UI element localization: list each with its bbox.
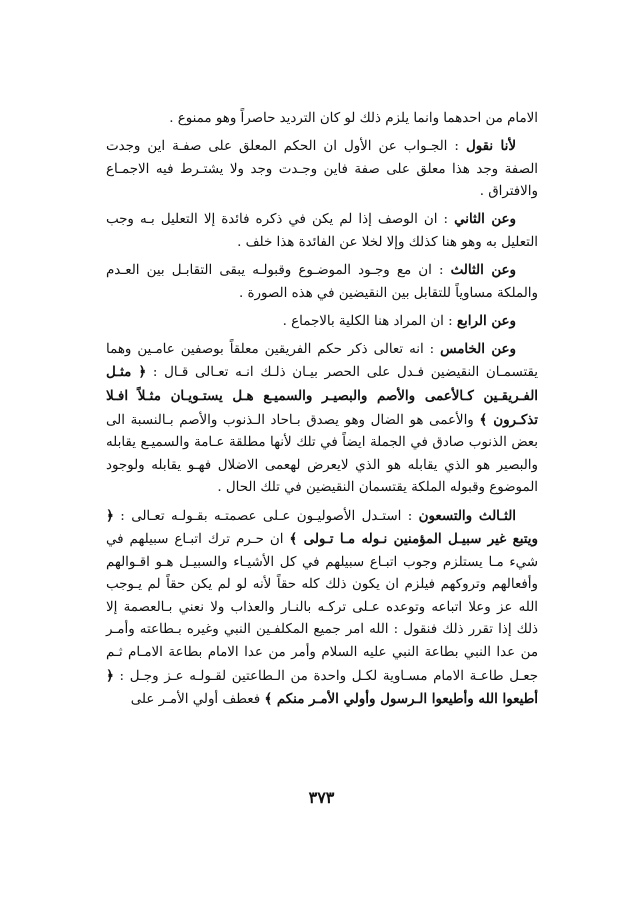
- bold-run: وعن الرابع: [456, 312, 516, 329]
- bold-run: الثـالث والتسعون: [418, 507, 516, 524]
- page-number: ٣٧٣: [308, 788, 335, 807]
- bold-run: وعن الثالث: [450, 262, 516, 279]
- paragraph: [106, 505, 538, 712]
- paragraph: [106, 338, 538, 500]
- paragraph: [106, 208, 538, 254]
- text-run: : انه تعالى ذكر حكم الفريقين معلقاً بوصفين عامـين وهما يقتسمـان النقيضين فـدل على الحصر بيـان ذلـك انـه تعـالى قـال :: [106, 341, 538, 381]
- text-run: : ان مع وجـود الموضـوع وقبولـه يبقى التقابـل بين العـدم والملكة مساوياً للتقابل بين النقيضين في هذه الصورة .: [106, 263, 538, 301]
- paragraph: [106, 135, 538, 204]
- text-run: فعطف أولي الأمـر على: [130, 692, 265, 708]
- paragraph: [106, 259, 538, 305]
- text-run: الامام من احدهما وانما يلزم ذلك لو كان الترديد حاصراً وهو ممنوع .: [169, 111, 538, 126]
- bold-run: وعن الثاني: [454, 211, 516, 228]
- text-run: والأعمى هو الضال وهو يصدق بـاحاد الـذنوب والأصم بـالنسبة الى بعض الذنوب صادق في الجملة ايضاً في تلك لأنها مطلقة عـامة والسميـع يقابله والبصير هو الذي يقابله هو الذي لايعرض لهعمى الاضلال فهـو يقابله ولوجود الموضوع وقبوله الملكة يقتسمان النقيضين في تلك الحال .: [106, 412, 538, 496]
- text-run: : ان المراد هنا الكلية بالاجماع .: [282, 313, 457, 329]
- body-text: [106, 108, 538, 716]
- text-run: ان حـرم ترك اتبـاع سبيلهم في شيء مـا يستلزم وجوب اتبـاع سبيلهم في كل الأشيـاء والسبيـل هـو اقـوالهم وأفعالهم وتروكهم فيلزم ان يكون ذلك كله حقاً لأنه لو لم يكن حقاً لم يـوجب الله عز وعلا اتباعه وتوعده عـلى تركـه بالنـار والعذاب ولا نعني بـالعصمة إلا ذلك إذا تقرر ذلك فنقول : الله امر جميع المكلفـين النبي وغيره بـطاعته وأمـر من عدا النبي بطاعة النبي عليه السلام وأمر من عدا الامام بطاعة الامـام ثـم جعـل طاعـة الامام مسـاوية لكـل واحدة من الـطاعتين لقـولـه عـز وجـل :: [106, 532, 538, 684]
- bold-run: ﴿ مثـل الفـريقـين كـالأعمى والأصم والبصيـر والسميـع هـل يستـويـان مثـلاً افـلا تذكـرون ﴾: [106, 364, 538, 428]
- bold-run: ﴿ ويتبع غير سبيـل المؤمنين نـوله مـا تـولى ﴾: [106, 507, 538, 548]
- text-run: : استـدل الأصوليـون عـلى عصمتـه بقـولـه تعـالى :: [113, 508, 419, 524]
- paragraph: [106, 310, 538, 334]
- bold-run: ﴿ أطيعوا الله وأطيعوا الـرسول وأولي الأمـر منكم ﴾: [106, 667, 538, 708]
- text-run: : الجـواب عن الأول ان الحكم المعلق على صفـة اين وجدت الصفة وجد هذا معلق على صفة فاين وجـدت وجد ولا يشتـرط فيه الاجمـاع والافتراق .: [106, 139, 538, 200]
- bold-run: وعن الخامس: [440, 340, 516, 357]
- text-run: : ان الوصف إذا لم يكن في ذكره فائدة إلا التعليل بـه وجب التعليل به وهو هنا كذلك وإلا لخلا عن الفائدة هذا خلف .: [106, 212, 538, 250]
- paragraph: [106, 108, 538, 131]
- bold-run: لأنا نقول: [465, 138, 516, 155]
